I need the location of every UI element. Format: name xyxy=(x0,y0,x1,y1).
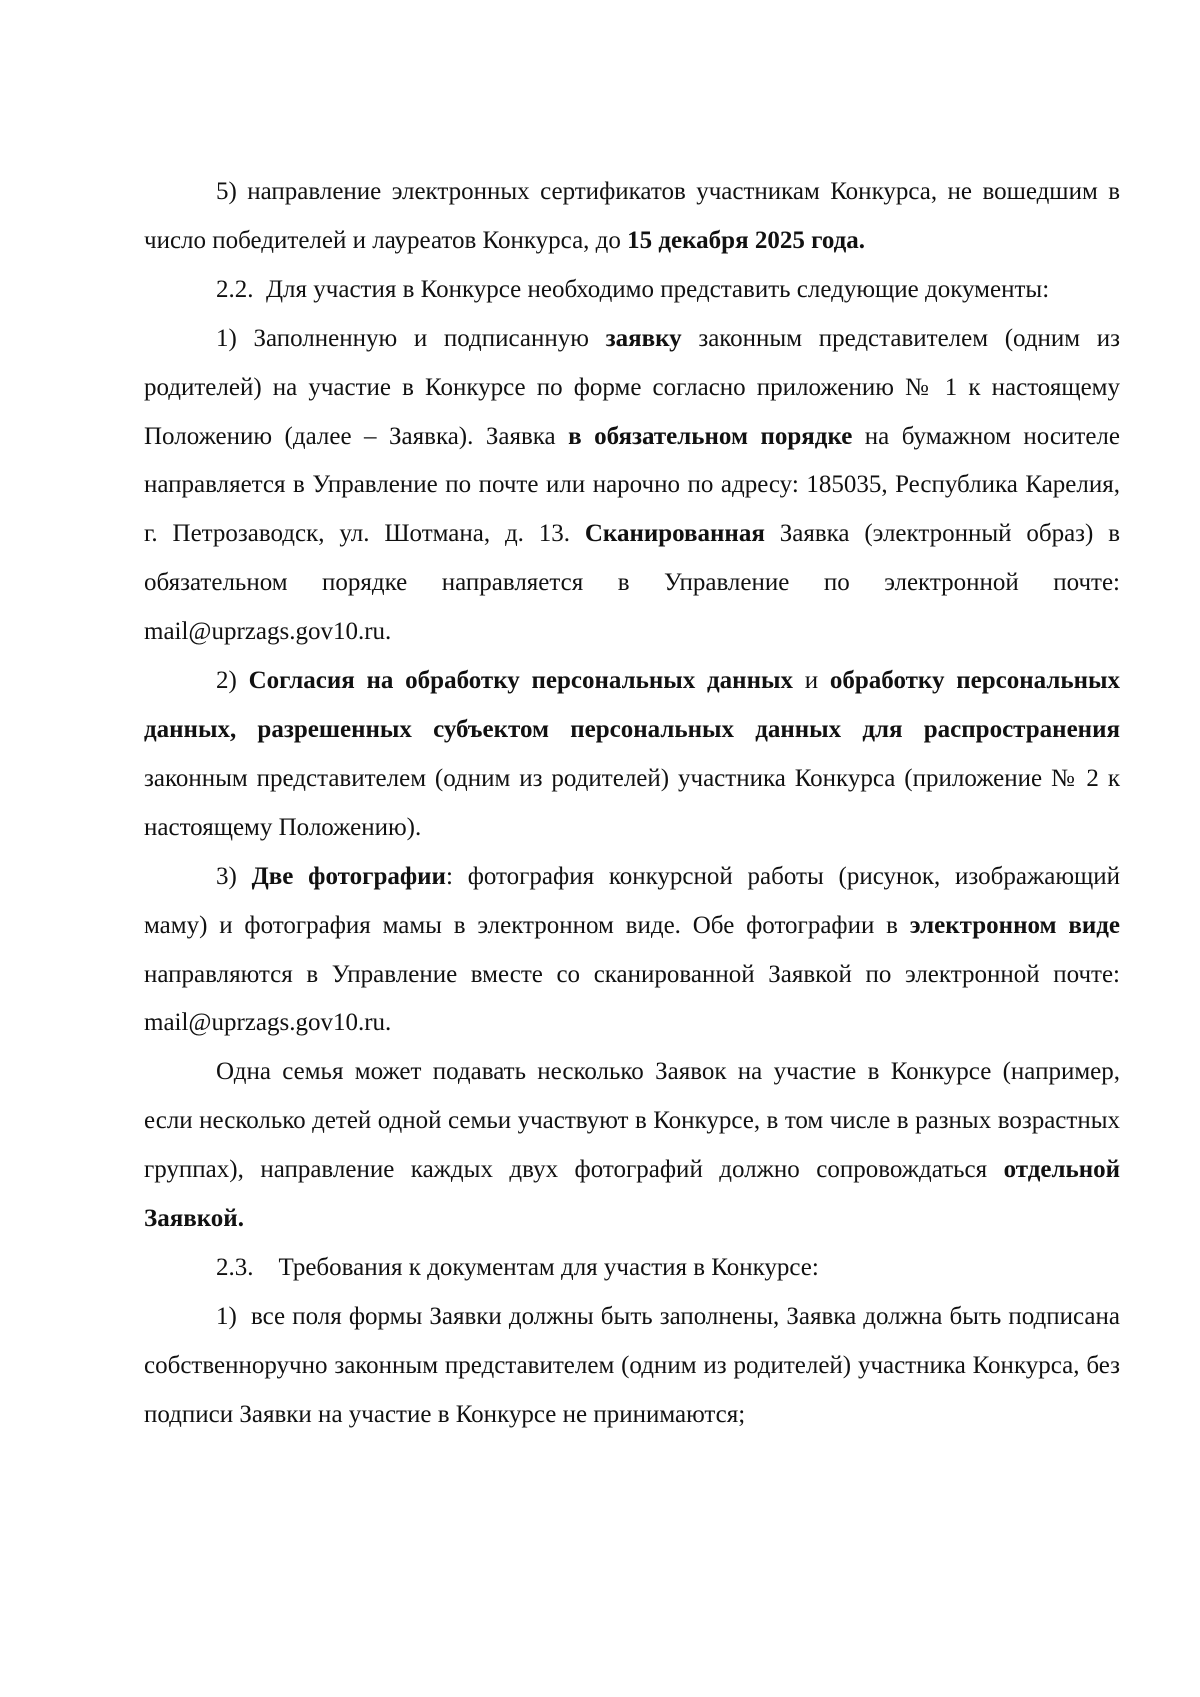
bold-run: электронном виде xyxy=(909,911,1120,939)
text-run: 2.2. Для участия в Конкурсе необходимо представить следующие документы: xyxy=(216,275,1050,303)
paragraph-requirement-1 xyxy=(144,1293,1120,1440)
bold-run: Согласия на обработку персональных данных xyxy=(248,667,793,695)
text-run: 3) xyxy=(216,862,252,890)
text-run: и xyxy=(793,667,830,695)
text-run: 2.3. Требования к документам для участия в Конкурсе: xyxy=(216,1253,819,1281)
paragraph-item-1-application xyxy=(144,315,1120,657)
paragraph-one-family xyxy=(144,1048,1120,1244)
paragraph-item-5-certificates xyxy=(144,168,1120,266)
bold-run: Сканированная xyxy=(584,520,765,548)
bold-run: отдельной Заявкой. xyxy=(144,1156,1120,1233)
text-run: Заявка (электронный образ) в обязательном порядке направляется в Управление по электронной почте: mail@uprzags.gov10.ru. xyxy=(144,520,1121,646)
text-run: на бумажном носителе направляется в Управление по почте или нарочно по адресу: 185035, Республика Карелия, г. Петрозаводск, ул. Шотмана, д. 13. xyxy=(144,422,1120,548)
text-run: 1) все поля формы Заявки должны быть заполнены, Заявка должна быть подписана собственноручно законным представителем (одним из родителей) участника Конкурса, без подписи Заявки на участие в Конкурсе не принимаются; xyxy=(144,1302,1120,1428)
bold-run: заявку xyxy=(605,324,682,352)
bold-run: обработку персональных данных, разрешенных субъектом персональных данных для распространения xyxy=(144,667,1120,743)
text-run: 5) направление электронных сертификатов участникам Конкурса, не вошедшим в число победителей и лауреатов Конкурса, до xyxy=(144,178,1120,254)
text-run: 1) Заполненную и подписанную xyxy=(216,324,606,352)
text-run: законным представителем (одним из родителей) на участие в Конкурсе по форме согласно приложению № 1 к настоящему Положению (далее – Заявка). Заявка xyxy=(144,324,1121,450)
text-run: Одна семья может подавать несколько Заявок на участие в Конкурсе (например, если несколько детей одной семьи участвуют в Конкурсе, в том числе в разных возрастных группах), направление каждых двух фотографий должно сопровождаться xyxy=(144,1058,1120,1184)
text-run: направляются в Управление вместе со сканированной Заявкой по электронной почте: mail@uprzags.gov10.ru. xyxy=(144,960,1120,1037)
text-run: : фотография конкурсной работы (рисунок, изображающий маму) и фотография мамы в электронном виде. Обе фотографии в xyxy=(144,862,1121,939)
text-run: 2) xyxy=(216,667,249,695)
bold-run: в обязательном порядке xyxy=(568,422,853,450)
paragraph-item-3-photos xyxy=(144,853,1120,1049)
bold-run: Две фотографии xyxy=(251,862,446,890)
deadline-date: 15 декабря 2025 года. xyxy=(627,226,865,254)
section-2-3-heading xyxy=(144,1244,1120,1293)
document-text xyxy=(144,168,1120,1440)
text-run: законным представителем (одним из родителей) участника Конкурса (приложение № 2 к настоящему Положению). xyxy=(144,764,1120,841)
paragraph-item-2-consent xyxy=(144,657,1120,853)
section-2-2-heading xyxy=(144,266,1120,315)
